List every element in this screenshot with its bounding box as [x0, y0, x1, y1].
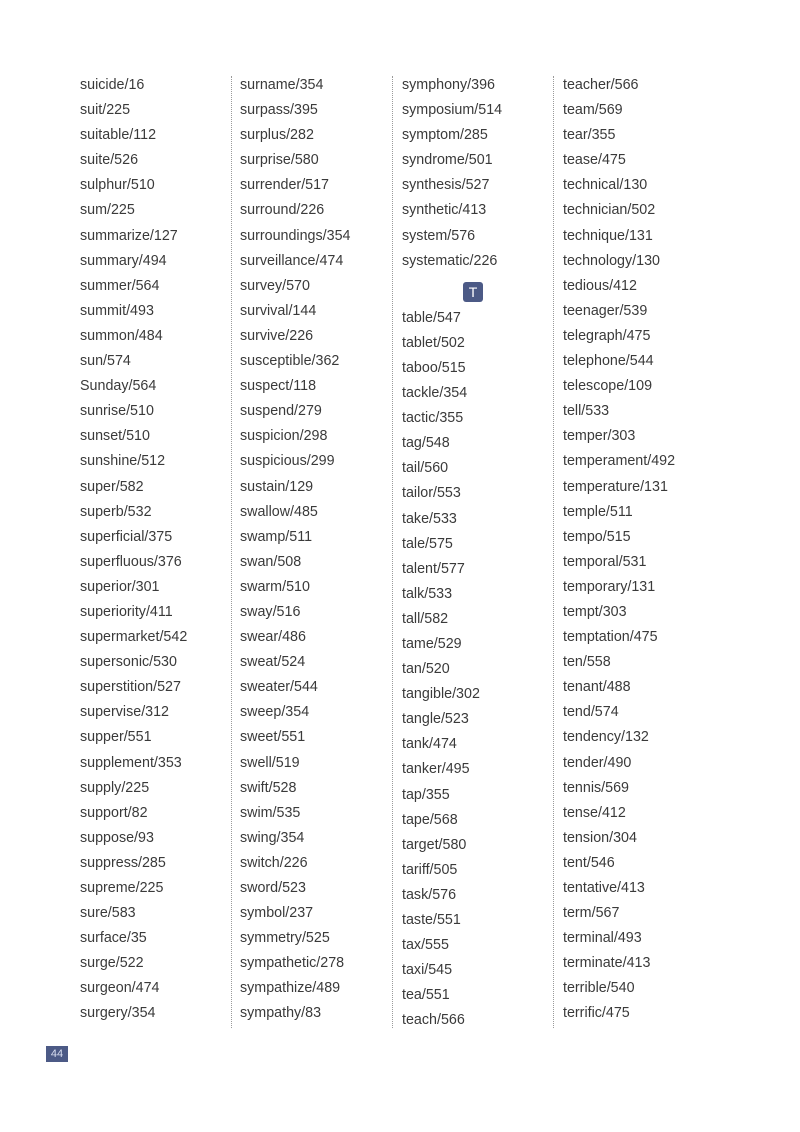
index-entry: target/580: [402, 836, 467, 853]
index-entry: temperament/492: [563, 453, 676, 470]
column-separator: [553, 76, 554, 1028]
index-entry: support/82: [80, 804, 148, 821]
index-entry: tease/475: [563, 152, 626, 169]
index-entry: tempo/515: [563, 528, 631, 545]
index-entry: sympathize/489: [240, 980, 341, 997]
index-entry: tactic/355: [402, 410, 464, 427]
index-entry: suppress/285: [80, 854, 166, 871]
index-entry: symbol/237: [240, 905, 314, 922]
index-entry: temporary/131: [563, 578, 656, 595]
index-entry: teacher/566: [563, 77, 639, 93]
index-entry: tangle/523: [402, 711, 469, 728]
index-entry: terrible/540: [563, 980, 635, 997]
index-entry: take/533: [402, 510, 457, 527]
index-entry: temporal/531: [563, 553, 647, 570]
index-column-2: [240, 73, 350, 1027]
index-entry: superficial/375: [80, 528, 173, 545]
index-entry: tackle/354: [402, 385, 468, 402]
index-entry: tenant/488: [563, 679, 631, 696]
index-entry: surplus/282: [240, 127, 314, 144]
index-entry: sway/516: [240, 603, 301, 620]
index-entry: terminal/493: [563, 930, 642, 947]
index-entry: tax/555: [402, 937, 449, 954]
index-entry: symmetry/525: [240, 930, 330, 947]
index-entry: tell/533: [563, 403, 610, 420]
index-entry: temperature/131: [563, 478, 668, 495]
index-entry: team/569: [563, 102, 623, 119]
index-entry: surgeon/474: [80, 980, 160, 997]
index-entry: synthetic/413: [402, 202, 487, 219]
index-entry: surround/226: [240, 202, 325, 219]
index-entry: supervise/312: [80, 704, 170, 721]
index-entry: tent/546: [563, 854, 615, 871]
index-column-3: [402, 73, 502, 1033]
section-heading: [402, 274, 502, 306]
index-entry: suspicious/299: [240, 453, 335, 470]
index-entry: suitable/112: [80, 127, 157, 144]
index-entry: tentative/413: [563, 880, 645, 896]
column-separator: [392, 76, 393, 1028]
index-entry: supersonic/530: [80, 654, 177, 671]
index-column-3-t-entries: [402, 306, 502, 1034]
index-entry: tangible/302: [402, 686, 480, 703]
index-entry: tap/355: [402, 786, 450, 803]
index-entry: Sunday/564: [80, 378, 157, 395]
index-entry: sweater/544: [240, 679, 318, 696]
index-entry: superstition/527: [80, 679, 181, 696]
index-entry: swallow/485: [240, 503, 318, 520]
index-entry: sweat/524: [240, 654, 306, 671]
index-entry: suspect/118: [240, 378, 317, 395]
index-entry: teach/566: [402, 1012, 465, 1029]
page-number: 44: [46, 1046, 68, 1062]
index-entry: swamp/511: [240, 528, 313, 545]
index-entry: sum/225: [80, 202, 135, 219]
index-entry: system/576: [402, 227, 476, 244]
index-entry: tea/551: [402, 987, 450, 1004]
index-entry: symposium/514: [402, 102, 503, 119]
index-entry: taboo/515: [402, 359, 466, 376]
index-entry: sulphur/510: [80, 177, 155, 194]
index-entry: table/547: [402, 309, 461, 326]
index-entry: tame/529: [402, 635, 462, 652]
index-entry: surveillance/474: [240, 252, 344, 269]
index-entry: tear/355: [563, 127, 616, 144]
index-entry: tanker/495: [402, 761, 470, 778]
index-entry: tale/575: [402, 535, 453, 552]
index-entry: technique/131: [563, 227, 653, 244]
index-entry: summary/494: [80, 252, 167, 269]
index-entry: sympathetic/278: [240, 955, 345, 972]
index-entry: technology/130: [563, 252, 660, 269]
index-entry: suspend/279: [240, 403, 322, 420]
index-entry: taste/551: [402, 912, 461, 928]
index-entry: terrific/475: [563, 1005, 630, 1022]
index-entry: talent/577: [402, 560, 465, 577]
index-entry: telephone/544: [563, 353, 654, 370]
index-entry: surpass/395: [240, 102, 318, 119]
index-entry: tendency/132: [563, 729, 649, 746]
index-entry: sweet/551: [240, 729, 306, 746]
index-entry: tend/574: [563, 704, 619, 721]
index-entry: task/576: [402, 886, 457, 903]
index-entry: sustain/129: [240, 478, 314, 495]
index-entry: talk/533: [402, 585, 453, 602]
index-entry: temptation/475: [563, 629, 658, 646]
index-entry: summer/564: [80, 277, 160, 294]
index-column-1: [80, 73, 187, 1027]
index-entry: tape/568: [402, 811, 458, 828]
index-entry: surprise/580: [240, 152, 319, 169]
index-entry: temple/511: [563, 503, 633, 520]
index-entry: technician/502: [563, 202, 656, 219]
index-entry: terminate/413: [563, 955, 651, 972]
index-entry: tense/412: [563, 804, 626, 821]
index-entry: term/567: [563, 905, 620, 922]
index-entry: supplement/353: [80, 754, 182, 771]
index-entry: synthesis/527: [402, 177, 490, 194]
index-entry: surrender/517: [240, 177, 330, 194]
index-entry: surroundings/354: [240, 227, 351, 244]
section-letter-badge: T: [463, 282, 483, 302]
index-entry: sun/574: [80, 353, 131, 370]
index-entry: tariff/505: [402, 861, 458, 878]
index-entry: symphony/396: [402, 77, 495, 93]
index-column-4: [563, 73, 675, 1027]
index-entry: summarize/127: [80, 227, 178, 244]
index-entry: tablet/502: [402, 334, 465, 351]
index-entry: telescope/109: [563, 378, 653, 395]
index-entry: supply/225: [80, 779, 150, 796]
index-entry: tennis/569: [563, 779, 629, 796]
index-entry: supreme/225: [80, 880, 164, 896]
index-entry: sword/523: [240, 880, 306, 896]
index-entry: sunset/510: [80, 428, 150, 445]
index-entry: tag/548: [402, 435, 450, 452]
index-entry: sweep/354: [240, 704, 310, 721]
index-entry: swell/519: [240, 754, 300, 771]
index-entry: tedious/412: [563, 277, 637, 294]
index-entry: superfluous/376: [80, 553, 182, 570]
index-entry: systematic/226: [402, 252, 498, 269]
index-entry: summon/484: [80, 327, 163, 344]
index-entry: surname/354: [240, 77, 324, 93]
index-entry: surgery/354: [80, 1005, 156, 1022]
index-entry: tempt/303: [563, 603, 627, 620]
index-entry: suspicion/298: [240, 428, 328, 445]
index-entry: tan/520: [402, 661, 450, 678]
index-entry: superior/301: [80, 578, 160, 595]
index-entry: suppose/93: [80, 829, 154, 846]
index-entry: summit/493: [80, 302, 154, 319]
index-entry: suicide/16: [80, 77, 145, 93]
index-entry: swarm/510: [240, 578, 310, 595]
index-entry: surface/35: [80, 930, 147, 947]
index-entry: tail/560: [402, 460, 449, 477]
index-entry: swim/535: [240, 804, 301, 821]
index-entry: sure/583: [80, 905, 136, 922]
column-separator: [231, 76, 232, 1028]
index-entry: tailor/553: [402, 485, 461, 502]
index-entry: swan/508: [240, 553, 302, 570]
index-entry: sunrise/510: [80, 403, 154, 420]
index-entry: superb/532: [80, 503, 152, 520]
index-entry: survival/144: [240, 302, 317, 319]
index-column-3-s-entries: [402, 73, 502, 274]
index-entry: ten/558: [563, 654, 611, 671]
index-entry: swear/486: [240, 629, 306, 646]
index-entry: suite/526: [80, 152, 139, 169]
index-entry: tank/474: [402, 736, 457, 753]
index-entry: surge/522: [80, 955, 144, 972]
index-entry: telegraph/475: [563, 327, 651, 344]
index-entry: teenager/539: [563, 302, 648, 319]
index-entry: superiority/411: [80, 603, 173, 620]
index-entry: tall/582: [402, 610, 449, 627]
index-entry: swing/354: [240, 829, 305, 846]
index-entry: tender/490: [563, 754, 632, 771]
index-entry: survey/570: [240, 277, 310, 294]
index-entry: super/582: [80, 478, 144, 495]
index-entry: symptom/285: [402, 127, 488, 144]
index-entry: switch/226: [240, 854, 308, 871]
index-entry: technical/130: [563, 177, 648, 194]
index-entry: suit/225: [80, 102, 131, 119]
index-entry: temper/303: [563, 428, 636, 445]
index-entry: taxi/545: [402, 962, 453, 979]
index-entry: survive/226: [240, 327, 314, 344]
index-entry: susceptible/362: [240, 353, 340, 370]
index-entry: supermarket/542: [80, 629, 188, 646]
index-entry: syndrome/501: [402, 152, 493, 169]
index-entry: tension/304: [563, 829, 637, 846]
index-entry: sunshine/512: [80, 453, 166, 470]
index-entry: swift/528: [240, 779, 297, 796]
index-entry: sympathy/83: [240, 1005, 322, 1022]
index-entry: supper/551: [80, 729, 152, 746]
